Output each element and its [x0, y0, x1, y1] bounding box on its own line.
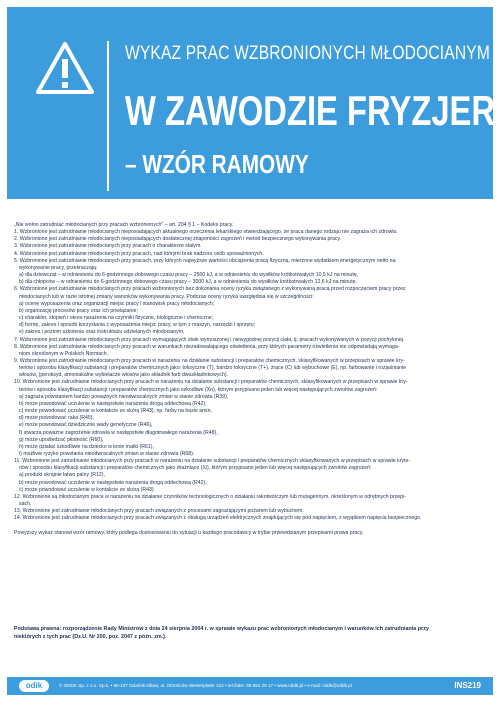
text-line: 3. Wzbronione jest zatrudnianie młodocianych przy pracach o charakterze stałym.: [14, 243, 202, 250]
header-subtitle: – WZÓR RAMOWY: [125, 149, 309, 179]
spacer: [14, 523, 486, 530]
footer-contact-info: © ODDK Sp. z o.o. Sp.k. • 80-137 Gdańsk-Oliwa, ul. Obrońców Westerplatte 12A • tel./faks: 58 554 29 17 • www.oddk.pl • e-mail: oddk@oddk.pl: [59, 683, 352, 688]
text-line: b) dla chłopców – w odniesieniu do 6-godzinnego dobowego czasu pracy – 3000 kJ, a w odniesieniu do wysiłków krótkotrwałych 12,6 kJ na minutę.: [19, 279, 357, 286]
legal-basis-line: Podstawa prawna: rozporządzenie Rady Ministrów z dnia 24 sierpnia 2004 r. w sprawie wykazu prac wzbronionych młodocianym i warunków ich zatrudniania przy: [14, 626, 429, 632]
text-line: wykonywanie pracy, przekraczają:: [19, 264, 98, 271]
text-line: 2. Wzbronione jest zatrudnianie młodocianych nieposiadających dostatecznej znajomości zagrożeń i metod bezpiecznego wykonywania pracy.: [14, 236, 342, 243]
text-line: 10. Wzbronione jest zatrudnianie młodocianych przy pracach w narażeniu na działanie substancji i preparatów chemicznych, sklasyfikowanych w przepisach w sprawie kry-: [14, 379, 408, 386]
text-line: b) organizację procesów pracy oraz ich powiązanie;: [19, 307, 138, 314]
text-line: 13. Wzbronione jest zatrudnianie młodocianych przy pracach związanych z procesami zagrażającymi pożarem lub wybuchem.: [14, 508, 304, 515]
legal-basis-line: niektórych z tych prac (Dz.U. Nr 200, poz. 2047 z późn. zm.).: [14, 633, 167, 640]
text-line: 8. Wzbronione jest zatrudnianie młodocianych przy pracach w warunkach niezadowalającego oświetlenia, przy których parametry oświetlenia nie odpowiadają wymaga-: [14, 343, 400, 350]
text-line: h) może działać szkodliwie na dziecko w łonie matki (R61),: [19, 443, 154, 450]
header-title-line1: WYKAZ PRAC WZBRONIONYCH MŁODOCIANYM: [125, 43, 490, 64]
text-line: Powyższy wykaz stanowi wzór ramowy, który podlega dostosowaniu do sytuacji u każdego pracodawcy w trybie przewidzianym przepisami prawa pracy.: [14, 529, 364, 536]
text-line: d) może powodować raka (R45),: [19, 415, 94, 422]
text-line: c) charakter, stopień i okres narażenia na czynniki fizyczne, biologiczne i chemiczne;: [19, 315, 214, 322]
text-line: riów i sposobu klasyfikacji substancji i preparatów chemicznych jako drażniące (Xi), którym przypisano jeden lub więcej następujących zwrotów zagrożeń:: [19, 465, 372, 472]
header-divider: [107, 41, 109, 191]
text-line: teriów i sposobu klasyfikacji substancji i preparatów chemicznych jako: toksyczne (T), bardzo toksyczne (T+), żrące (C) lub wybuchowe (E), np. farbowanie i rozjaśnianie: [19, 365, 407, 372]
text-line: „Nie wolno zatrudniać młodocianych przy pracach wzbronionych" – art. 204 § 1 – Kodeks pracy.: [14, 222, 234, 228]
text-line: 1. Wzbronione jest zatrudnianie młodocianych nieposiadających aktualnego orzeczenia lekarskiego stwierdzającego, że praca danego rodzaju nie zagraża ich zdrowiu.: [14, 229, 398, 236]
text-line: niom określonym w Polskich Normach.: [19, 350, 109, 357]
text-line: młodocianych lub w razie istotnej zmiany warunków wykonywania pracy. Podczas oceny ryzyka uwzględnia się w szczególności:: [19, 293, 314, 300]
warning-triangle-icon: [35, 41, 95, 95]
text-line: e) zakres i poziom szkolenia oraz instruktażu udzielanych młodocianym.: [19, 329, 185, 336]
text-line: a) produkt skrajnie łatwo palny (R12),: [19, 472, 105, 479]
text-line: 4. Wzbronione jest zatrudnianie młodocianych przy pracach, nad którymi brak nadzoru osób upoważnionych.: [14, 250, 264, 257]
header-title-main: W ZAWODZIE FRYZJER: [125, 87, 496, 134]
text-line: włosów, (peroksyd, amoniakalne wybielacze włosów jako składnik farb dwuskładnikowych).: [19, 372, 229, 379]
text-line: f) stwarza poważne zagrożenie zdrowia w następstwie długotrwałego narażenia (R48),: [19, 429, 218, 436]
document-code: INS219: [454, 681, 481, 690]
regulation-text: [14, 222, 486, 537]
text-line: 6. Wzbronione jest zatrudnianie młodocianych przy pracach wzbronionych bez dokonania oceny ryzyka związanego z wykonywaną pracą przed rozpoczęciem pracy przez: [14, 286, 406, 293]
text-line: 14. Wzbronione jest zatrudnianie młodocianych przy pracach związanych z obsługą urządzeń elektrycznych znajdujących się pod napięciem, z wyjątkiem napięcia bezpiecznego.: [14, 515, 422, 522]
text-line: teriów i sposobu klasyfikacji substancji i preparatów chemicznych jako szkodliwe (Xn), którym przypisano jeden lub więcej następujących zwrotów zagrożeń:: [19, 386, 378, 393]
text-line: 12. Wzbronione są młodocianym prace w narażeniu na działanie czynników technologicznych o działaniu rakotwórczym lub mutagennym, określonym w odrębnych przepi-: [14, 493, 406, 500]
text-line: g) może upośledzać płodność (R60),: [19, 436, 104, 443]
text-line: e) może powodować dziedziczne wady genetyczne (R46),: [19, 422, 153, 429]
text-line: a) zagraża powstaniem bardzo poważnych nieodwracalnych zmian w stanie zdrowia (R39),: [19, 393, 229, 400]
text-line: 11. Wzbronione jest zatrudnianie młodocianych przy pracach w narażeniu na działanie substancji i preparatów chemicznych sklasyfikowanych w przepisach w sprawie kryte-: [14, 458, 411, 465]
text-line: sach.: [19, 501, 32, 508]
text-line: 5. Wzbronione jest zatrudnianie młodocianych przy pracach, przy których najwyższe wartości obciążenia pracą fizyczną, mierzone wydatkiem energetycznym netto na: [14, 257, 396, 264]
text-line: 9. Wzbronione jest zatrudnianie młodocianych przy pracach w narażeniu na działanie substancji i preparatów chemicznych, sklasyfikowanych w przepisach w sprawie kry-: [14, 357, 405, 364]
footer-bar: [7, 677, 493, 695]
text-line: b) może powodować uczulenie w następstwie narażenia drogą oddechową (R42),: [19, 479, 207, 486]
company-logo: odik: [19, 680, 49, 692]
text-line: c) może powodować uczulenie w kontakcie ze skórą (R43), np. farby na bazie amin,: [19, 408, 212, 415]
text-line: 7. Wzbronione jest zatrudnianie młodocianych przy pracach wymagających stale wymuszonej i niewygodnej pozycji ciała, tj. pracach wykonywanych w pozycji pochylonej.: [14, 336, 405, 343]
header-banner: [7, 7, 496, 199]
legal-basis: [14, 626, 486, 641]
text-line: i) możliwe ryzyko powstania nieodwracalnych zmian w stanie zdrowia (R68).: [19, 451, 195, 457]
text-line: a) ocenę wyposażenia oraz organizacji miejsc pracy i stanowisk pracy młodocianych;: [19, 300, 215, 307]
text-line: a) dla dziewcząt – w odniesieniu do 6-godzinnego dobowego czasu pracy – 2500 kJ, a w odniesieniu do wysiłków krótkotrwałych 10,5 kJ na minutę,: [19, 272, 359, 279]
text-line: d) formę, zakres i sposób korzystania z wyposażenia miejsc pracy, w tym z maszyn, narzędzi i sprzętu;: [19, 322, 256, 329]
text-line: b) może powodować uczulenie w następstwie narażenia drogą oddechową (R42),: [19, 400, 207, 407]
text-line: c) może powodować uczulenie w kontakcie ze skórą (R43).: [19, 486, 156, 493]
